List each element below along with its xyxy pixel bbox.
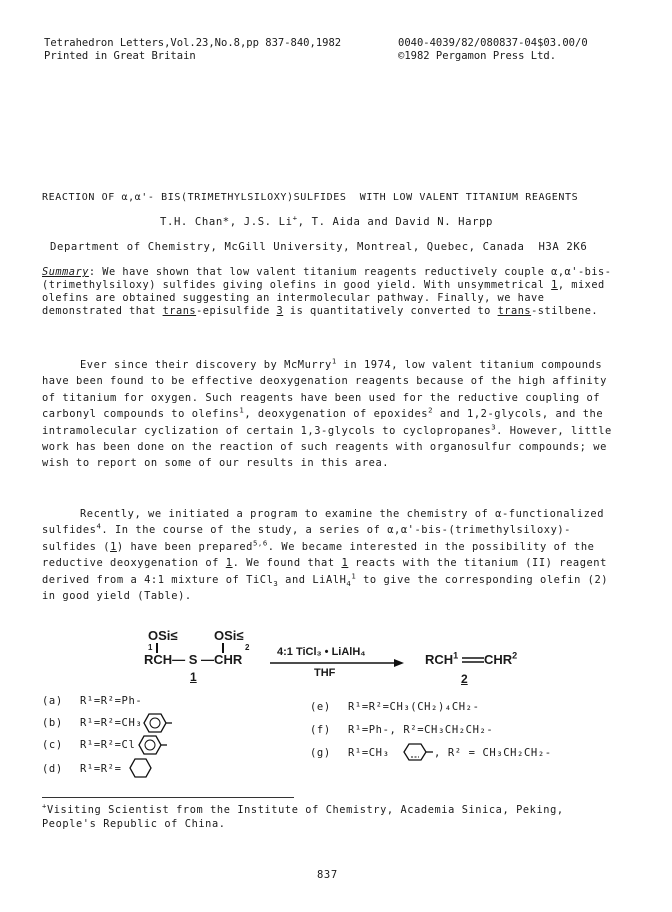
author-li: , J.S. Li <box>229 216 293 228</box>
reagent-bottom: THF <box>314 667 336 679</box>
entry-e-text: R¹=R²=CH₃(CH₂)₄CH₂- <box>348 701 480 713</box>
article-title: REACTION OF α,α'- BIS(TRIMETHYLSILOXY)SULFIDES WITH LOW VALENT TITANIUM REAGENTS <box>42 192 579 203</box>
compound-2-label: 2 <box>461 672 468 686</box>
entry-b-text: R¹=R²=CH₃ <box>80 717 143 729</box>
paragraph-1: Ever since their discovery by McMurry$^1$ in 1974, low valent titanium compounds have been found to be effective deoxygenation reagents because of the high affinity of titanium for oxygen. Such reagents have been used for the reductive coupling of carbonyl compounds to olefins$^1$, deoxygenation of epoxides$^2$ and 1,2-glycols, and the intramolecular cyclization of certain 1,3-glycols to cyclopropanes$^3$. However, little work has been done on the reaction of such reagents with organosulfur compounds; we wish to report on some of our results in this area. <box>42 356 612 470</box>
product-chr: CHR$^2$ <box>484 650 518 667</box>
entry-a-label: (a) <box>42 695 63 707</box>
entry-c-text: R¹=R²=Cl <box>80 739 136 751</box>
osi-right: OSi≤ <box>214 628 244 643</box>
entry-c-label: (c) <box>42 739 63 751</box>
entry-f-text: R¹=Ph-, R²=CH₃CH₂CH₂- <box>348 724 494 736</box>
compound-1-label: 1 <box>190 670 197 684</box>
footnote-line-2: People's Republic of China. <box>42 818 226 830</box>
footnote-mark: + <box>292 213 298 223</box>
printed-in: Printed in Great Britain <box>44 50 196 62</box>
footnote-rule <box>42 797 294 798</box>
author-others: , T. Aida and David N. Harpp <box>297 216 494 228</box>
cyclohexyl-ring-icon <box>126 755 154 781</box>
cyclohexenyl-ring-icon <box>400 741 434 763</box>
reagent-top: 4:1 TiCl₃ • LiAlH₄ <box>277 646 366 658</box>
authors <box>160 213 494 228</box>
entry-d-label: (d) <box>42 763 63 775</box>
entry-f-label: (f) <box>310 724 331 736</box>
page-number: 837 <box>317 869 338 881</box>
summary: Summary: We have shown that low valent titanium reagents reductively couple α,α'-bis-(trimethylsiloxy) sulfides giving olefins in good yield. With unsymmetrical 1, mixed olefins are obtained suggesting an intermolecular pathway. Finally, we have demonstrated that trans-episulfide 3 is quantitatively converted to trans-stilbene. <box>42 266 612 317</box>
summary-label: Summary <box>42 266 89 278</box>
double-bond <box>462 656 484 664</box>
affiliation: Department of Chemistry, McGill University, Montreal, Quebec, Canada H3A 2K6 <box>50 241 588 253</box>
sulfide-structure: RCH— S —CHR <box>144 652 243 667</box>
reaction-arrow <box>270 659 405 667</box>
r2-label: 2 <box>245 643 250 652</box>
r1-label: 1 <box>148 643 153 652</box>
journal-citation: Tetrahedron Letters,Vol.23,No.8,pp 837-840,1982 <box>44 37 342 49</box>
benzene-ring-icon <box>134 733 168 757</box>
benzene-ring-icon <box>139 711 173 735</box>
entry-e-label: (e) <box>310 701 331 713</box>
author-chan: T.H. Chan* <box>160 216 230 228</box>
osi-left: OSi≤ <box>148 628 178 643</box>
product-rch: RCH$^1$ <box>425 650 459 667</box>
entry-b-label: (b) <box>42 717 63 729</box>
paragraph-2: Recently, we initiated a program to examine the chemistry of α-functionalized sulfides$^4$. In the course of the study, a series of α,α'-bis-(trimethylsiloxy)-sulfides (1) have been prepared$^{5,6}$. We became interested in the possibility of the reductive deoxygenation of 1. We found that 1 reacts with the titanium (II) reagent derived from a 4:1 mixture of TiCl$_3$ and LiAlH$_4^1$ to give the corresponding olefin (2) in good yield (Table). <box>42 508 609 603</box>
entry-d-text: R¹=R²= <box>80 763 122 775</box>
article-code: 0040-4039/82/080837-04$03.00/0 <box>398 37 588 49</box>
entry-g-text-1: R¹=CH₃ <box>348 747 390 759</box>
footnote: +Visiting Scientist from the Institute of Chemistry, Academia Sinica, Peking, <box>42 801 564 816</box>
entry-g-label: (g) <box>310 747 331 759</box>
copyright: ©1982 Pergamon Press Ltd. <box>398 50 557 62</box>
entry-g-text-2: , R² = CH₃CH₂CH₂- <box>434 747 552 759</box>
entry-a-text: R¹=R²=Ph- <box>80 695 143 707</box>
